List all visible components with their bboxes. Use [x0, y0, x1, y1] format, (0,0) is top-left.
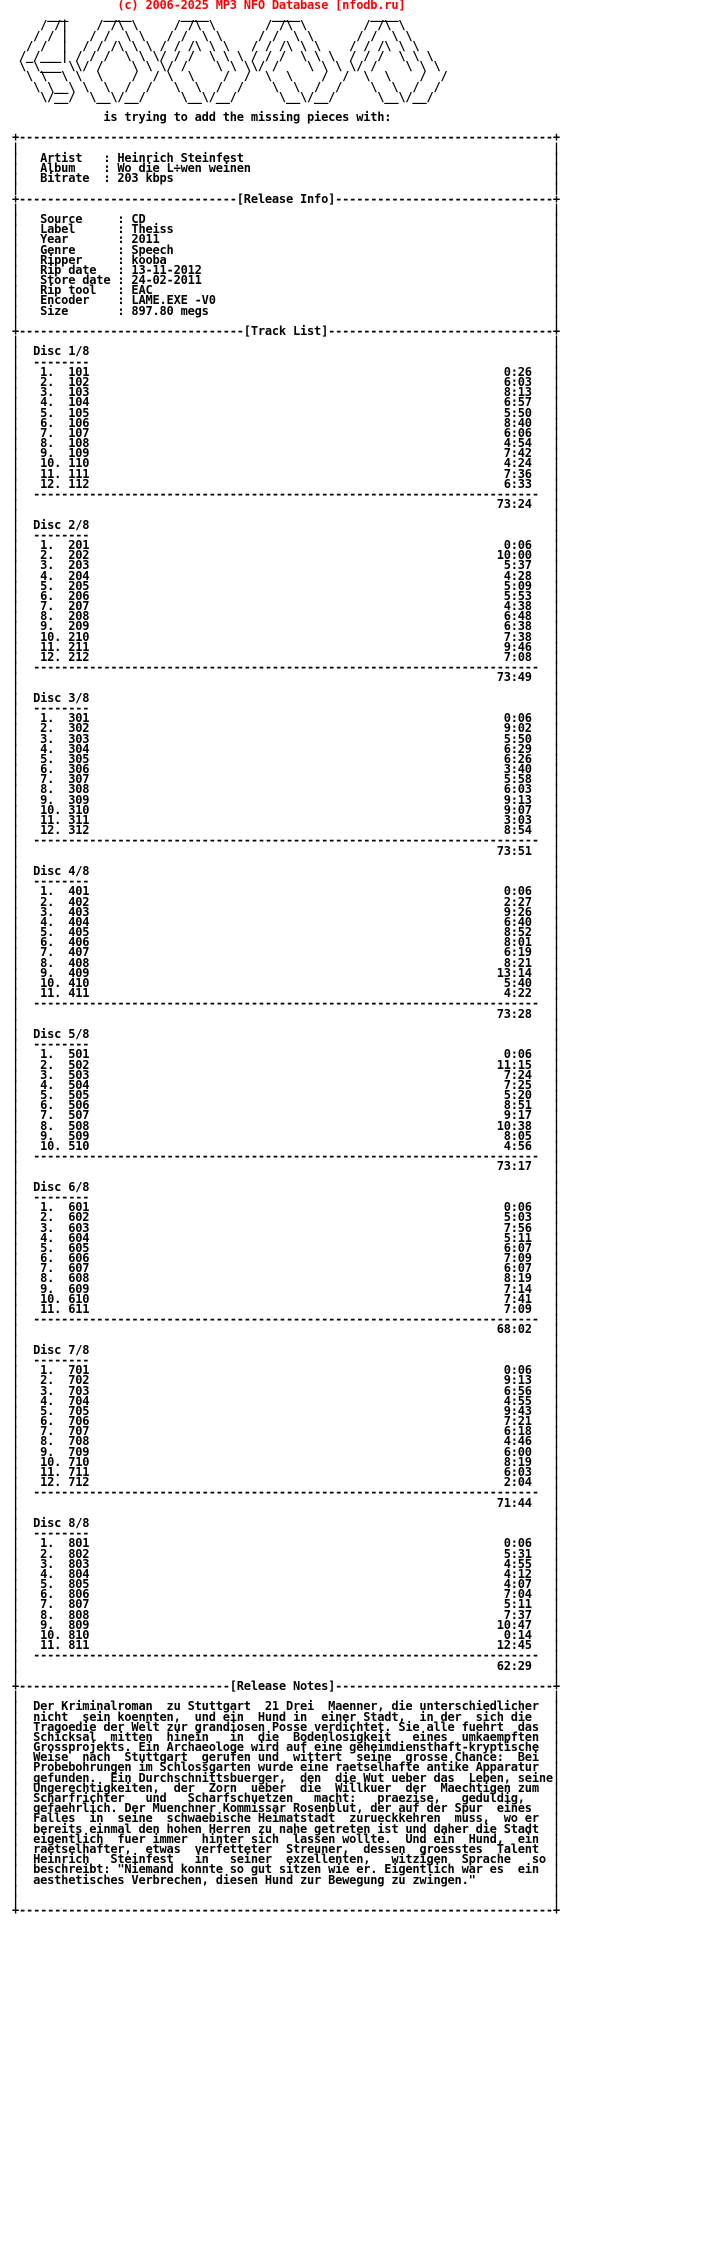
disc-total: | 71:44 |: [12, 1495, 560, 1510]
track-row: | 3. 703 6:56 |: [12, 1383, 560, 1398]
release-info-row: | Rip date : 13-11-2012 |: [12, 262, 560, 277]
logo-art-line: ___ ____ ____ ____ ____: [12, 8, 399, 23]
track-row: | 4. 804 4:12 |: [12, 1566, 560, 1581]
track-row: | 9. 209 6:38 |: [12, 619, 560, 634]
disc-total: | 73:49 |: [12, 670, 560, 685]
disc-total: | 68:02 |: [12, 1322, 560, 1337]
disc-title: | Disc 8/8 |: [12, 1515, 560, 1530]
blank-line: | |: [12, 1689, 560, 1704]
blank-line: | |: [12, 201, 560, 216]
track-row: | 8. 208 6:48 |: [12, 609, 560, 624]
release-notes-line: | Weise nach Stuttgart gerufen und wittert seine grosse Chance: Bei |: [12, 1750, 560, 1765]
box-bottom-border: +----------------------------------------------------------------------------+: [12, 1903, 560, 1918]
credit-line: (c) 2006-2025 MP3 NFO Database [nfodb.ru]: [12, 0, 406, 12]
blank-line: | |: [12, 140, 560, 155]
release-notes-line: | Tragoedie der Welt zur grandiosen Posse verdichtet. Sie alle fuehrt das |: [12, 1719, 560, 1734]
logo-art-line: / / | / / \ \ / / \ \ / / \ \ / / \ \: [12, 28, 413, 43]
track-row: | 2. 602 5:03 |: [12, 1210, 560, 1225]
blank-line: | |: [12, 181, 560, 196]
blank-line: | |: [12, 1892, 560, 1907]
release-notes-line: | Der Kriminalroman zu Stuttgart 21 Drei Maenner, die unterschiedlicher |: [12, 1699, 560, 1714]
track-row: | 9. 509 8:05 |: [12, 1128, 560, 1143]
track-list-header: +--------------------------------[Track List]--------------------------------+: [12, 324, 560, 338]
track-row: | 10. 610 7:41 |: [12, 1291, 560, 1306]
track-row: | 5. 305 6:26 |: [12, 751, 560, 766]
track-row: | 9. 609 7:14 |: [12, 1281, 560, 1296]
track-row: | 2. 502 11:15 |: [12, 1057, 560, 1072]
track-row: | 9. 709 6:00 |: [12, 1444, 560, 1459]
track-row: | 9. 309 9:13 |: [12, 792, 560, 807]
disc-total: | 73:17 |: [12, 1159, 560, 1174]
track-row: | 7. 207 4:38 |: [12, 599, 560, 614]
blank-line: | |: [12, 853, 560, 868]
blank-line: | |: [12, 1505, 560, 1520]
track-row: | 7. 807 5:11 |: [12, 1597, 560, 1612]
track-row: | 2. 202 10:00 |: [12, 548, 560, 563]
disc-divider: | ------------------------------------------------------------------------ |: [12, 1312, 560, 1327]
track-row: | 4. 404 6:40 |: [12, 914, 560, 929]
track-row: | 6. 606 7:09 |: [12, 1251, 560, 1266]
blank-line: | |: [12, 1169, 560, 1184]
disc-underline: | -------- |: [12, 1352, 560, 1367]
disc-underline: | -------- |: [12, 874, 560, 889]
album-line: | Album : Wo die L÷wen weinen |: [12, 161, 560, 175]
disc-title: | Disc 1/8 |: [12, 344, 560, 359]
release-notes-line: | eigentlich fuer immer hinter sich lassen wollte. Und ein Hund, ein |: [12, 1831, 560, 1846]
track-row: | 6. 306 3:40 |: [12, 762, 560, 777]
disc-title: | Disc 7/8 |: [12, 1342, 560, 1357]
track-row: | 1. 301 0:06 |: [12, 711, 560, 726]
release-notes-line: | bereits einmal den hohen Herren zu nahe getreten ist und daher die Stadt |: [12, 1821, 560, 1836]
release-notes-line: | beschreibt: "Niemand konnte so gut sitzen wie er. Eigentlich war es ein |: [12, 1862, 560, 1877]
disc-underline: | -------- |: [12, 354, 560, 369]
track-row: | 5. 805 4:07 |: [12, 1577, 560, 1592]
disc-total: | 73:28 |: [12, 1006, 560, 1021]
release-notes-line: | gefunden. Ein Durchschnittsbuerger, den die Wut ueber das Leben, seine|: [12, 1770, 560, 1785]
track-row: | 11. 411 4:22 |: [12, 986, 560, 1001]
disc-divider: | ------------------------------------------------------------------------ |: [12, 487, 560, 501]
track-row: | 12. 712 2:04 |: [12, 1475, 560, 1490]
track-row: | 6. 406 8:01 |: [12, 935, 560, 950]
disc-divider: | ------------------------------------------------------------------------ |: [12, 1648, 560, 1663]
blank-line: | |: [12, 1332, 560, 1347]
release-notes-line: | Probebohrungen im Schlossgarten wurde eine raetselhafte antike Apparatur |: [12, 1760, 560, 1775]
track-row: | 2. 402 2:27 |: [12, 894, 560, 909]
track-row: | 11. 111 7:36 |: [12, 466, 560, 481]
logo-art-line: \ \ \ \ \ / / \ \ / / \ \ / / \ \ / /: [12, 69, 448, 84]
track-row: | 3. 603 7:56 |: [12, 1220, 560, 1235]
track-row: | 4. 504 7:25 |: [12, 1077, 560, 1092]
blank-line: | |: [12, 313, 560, 328]
track-row: | 1. 101 0:26 |: [12, 364, 560, 379]
release-notes-line: | Schicksal mitten hinein in die Bodenlosigkeit eines umkaempften |: [12, 1729, 560, 1744]
disc-title: | Disc 5/8 |: [12, 1026, 560, 1041]
track-row: | 8. 308 6:03 |: [12, 782, 560, 797]
track-row: | 12. 312 8:54 |: [12, 823, 560, 838]
release-info-row: | Year : 2011 |: [12, 232, 560, 247]
disc-title: | Disc 6/8 |: [12, 1179, 560, 1194]
track-row: | 11. 211 9:46 |: [12, 639, 560, 654]
release-notes-line: | Heinrich Steinfest in seiner exzellenten, witzigen Sprache so |: [12, 1852, 560, 1867]
track-row: | 5. 705 9:43 |: [12, 1403, 560, 1418]
blank-line: | |: [12, 507, 560, 522]
track-row: | 8. 108 4:54 |: [12, 436, 560, 451]
disc-underline: | -------- |: [12, 1189, 560, 1204]
nfo-text: [12, 0, 560, 1918]
release-notes-line: | aesthetisches Verbrechen, diesen Hund zur Bewegung zu zwingen." |: [12, 1872, 560, 1887]
track-row: | 4. 104 6:57 |: [12, 395, 560, 410]
release-info-row: | Size : 897.80 megs |: [12, 303, 560, 318]
track-row: | 2. 302 9:02 |: [12, 721, 560, 736]
track-row: | 5. 105 5:50 |: [12, 405, 560, 420]
track-row: | 2. 802 5:31 |: [12, 1546, 560, 1561]
track-row: | 9. 409 13:14 |: [12, 965, 560, 980]
logo-art-line: /_/___| / / / \ \ \/ / / \ \ \ / / / \ \ \ / / / \ \ \: [12, 48, 434, 63]
release-notes-line: | Scharfrichter und Scharfschuetzen macht: praezise, geduldig, |: [12, 1791, 560, 1805]
release-notes-line: | Ungerechtigkeiten, der Zorn ueber die Willkuer der Maechtigen zum |: [12, 1780, 560, 1795]
logo-art-line: / /| / /\ \ / /\ \ / /\ \ / /\ \: [12, 18, 406, 33]
bitrate-line: | Bitrate : 203 kbps |: [12, 171, 560, 186]
track-row: | 7. 507 9:17 |: [12, 1108, 560, 1123]
release-info-row: | Rip tool : EAC |: [12, 283, 560, 298]
track-row: | 7. 107 6:06 |: [12, 425, 560, 440]
track-row: | 10. 210 7:38 |: [12, 629, 560, 644]
track-row: | 4. 604 5:11 |: [12, 1230, 560, 1245]
disc-divider: | ------------------------------------------------------------------------ |: [12, 660, 560, 675]
track-row: | 12. 112 6:33 |: [12, 476, 560, 491]
track-row: | 11. 711 6:03 |: [12, 1465, 560, 1479]
disc-divider: | ------------------------------------------------------------------------ |: [12, 996, 560, 1011]
track-row: | 3. 403 9:26 |: [12, 904, 560, 919]
track-row: | 6. 206 5:53 |: [12, 588, 560, 603]
release-notes-line: | Grossprojekts. Ein Archaeologe wird auf eine geheimdiensthaft-kryptische |: [12, 1740, 560, 1755]
disc-title: | Disc 3/8 |: [12, 690, 560, 705]
release-notes-header: +------------------------------[Release Notes]-------------------------------+: [12, 1678, 560, 1693]
disc-total: | 73:24 |: [12, 497, 560, 512]
release-info-row: | Source : CD |: [12, 211, 560, 226]
track-row: | 3. 503 7:24 |: [12, 1067, 560, 1082]
track-row: | 5. 405 8:52 |: [12, 925, 560, 940]
disc-divider: | ------------------------------------------------------------------------ |: [12, 833, 560, 848]
track-row: | 11. 811 12:45 |: [12, 1638, 560, 1653]
disc-divider: | ------------------------------------------------------------------------ |: [12, 1149, 560, 1164]
track-row: | 9. 809 10:47 |: [12, 1617, 560, 1632]
track-row: | 6. 806 7:04 |: [12, 1587, 560, 1602]
track-row: | 1. 201 0:06 |: [12, 537, 560, 552]
track-row: | 7. 307 5:58 |: [12, 772, 560, 787]
disc-title: | Disc 2/8 |: [12, 517, 560, 532]
blank-line: | |: [12, 1668, 560, 1683]
track-row: | 12. 212 7:08 |: [12, 650, 560, 664]
track-row: | 8. 808 7:37 |: [12, 1607, 560, 1622]
release-notes-line: | nicht sein koennten, und ein Hund in einer Stadt, in der sich die |: [12, 1709, 560, 1724]
track-row: | 8. 408 8:21 |: [12, 955, 560, 970]
blank-line: | |: [12, 680, 560, 695]
release-notes-line: | Falles in seine schwaebische Heimatstadt zurueckkehren muss, wo er |: [12, 1811, 560, 1826]
track-row: | 10. 710 8:19 |: [12, 1454, 560, 1469]
track-row: | 1. 601 0:06 |: [12, 1200, 560, 1215]
track-row: | 1. 701 0:06 |: [12, 1363, 560, 1378]
blank-line: | |: [12, 1882, 560, 1897]
track-row: | 5. 605 6:07 |: [12, 1240, 560, 1255]
release-notes-line: | raetselhafter, etwas verfetteter Streuner, dessen groesstes Talent |: [12, 1841, 560, 1856]
track-row: | 8. 708 4:46 |: [12, 1434, 560, 1449]
track-row: | 10. 410 5:40 |: [12, 976, 560, 990]
track-row: | 8. 608 8:19 |: [12, 1271, 560, 1286]
track-row: | 3. 803 4:55 |: [12, 1556, 560, 1571]
track-row: | 7. 607 6:07 |: [12, 1261, 560, 1276]
release-info-row: | Store date : 24-02-2011 |: [12, 273, 560, 288]
track-row: | 11. 611 7:09 |: [12, 1302, 560, 1316]
track-row: | 4. 204 4:28 |: [12, 568, 560, 583]
track-row: | 1. 801 0:06 |: [12, 1536, 560, 1551]
track-row: | 10. 310 9:07 |: [12, 802, 560, 817]
track-row: | 6. 506 8:51 |: [12, 1098, 560, 1113]
disc-total: | 62:29 |: [12, 1658, 560, 1673]
track-row: | 4. 304 6:29 |: [12, 741, 560, 756]
release-info-header: +-------------------------------[Release Info]-------------------------------+: [12, 191, 560, 206]
track-row: | 6. 106 8:40 |: [12, 415, 560, 430]
disc-underline: | -------- |: [12, 700, 560, 715]
track-row: | 4. 704 4:55 |: [12, 1393, 560, 1408]
track-row: | 10. 510 4:56 |: [12, 1139, 560, 1153]
track-row: | 8. 508 10:38 |: [12, 1118, 560, 1133]
disc-total: | 73:51 |: [12, 843, 560, 858]
release-notes-line: | gefaehrlich. Der Muenchner Kommissar Rosenblut, der auf der Spur eines |: [12, 1801, 560, 1816]
track-row: | 10. 810 0:14 |: [12, 1628, 560, 1642]
disc-divider: | ------------------------------------------------------------------------ |: [12, 1485, 560, 1500]
logo-art-line: \/__/ \__\/__/ \__\/__/ \__\/__/ \__\/__/: [12, 89, 434, 104]
disc-underline: | -------- |: [12, 1037, 560, 1052]
release-info-row: | Ripper : kooba |: [12, 252, 560, 267]
blank-line: | |: [12, 334, 560, 349]
track-row: | 2. 702 9:13 |: [12, 1373, 560, 1388]
track-row: | 3. 203 5:37 |: [12, 558, 560, 573]
logo-art-line: \ \___ \\/ / \ \ \/ / \ \ \\/ / \ \ \ \/ / \ \ \: [12, 59, 441, 74]
artist-line: | Artist : Heinrich Steinfest |: [12, 150, 560, 165]
track-row: | 1. 501 0:06 |: [12, 1047, 560, 1062]
track-row: | 7. 707 6:18 |: [12, 1424, 560, 1439]
release-info-row: | Genre : Speech |: [12, 242, 560, 257]
release-info-row: | Encoder : LAME.EXE -V0 |: [12, 293, 560, 308]
release-info-row: | Label : Theiss |: [12, 222, 560, 237]
track-row: | 9. 109 7:42 |: [12, 446, 560, 461]
track-row: | 7. 407 6:19 |: [12, 945, 560, 960]
disc-title: | Disc 4/8 |: [12, 863, 560, 878]
track-row: | 3. 303 5:50 |: [12, 731, 560, 746]
track-row: | 2. 102 6:03 |: [12, 374, 560, 389]
disc-underline: | -------- |: [12, 527, 560, 542]
track-row: | 5. 205 5:09 |: [12, 578, 560, 593]
track-row: | 11. 311 3:03 |: [12, 813, 560, 827]
track-row: | 6. 706 7:21 |: [12, 1414, 560, 1429]
disc-underline: | -------- |: [12, 1526, 560, 1541]
track-row: | 10. 110 4:24 |: [12, 456, 560, 471]
track-row: | 3. 103 8:13 |: [12, 385, 560, 400]
blank-line: | |: [12, 1016, 560, 1031]
track-row: | 5. 505 5:20 |: [12, 1088, 560, 1103]
logo-art-line: \ \__\ \ \ / / \ \ / / \ \ / / \ \ / /: [12, 79, 441, 94]
box-top-border: +----------------------------------------------------------------------------+: [12, 130, 560, 145]
tagline: is trying to add the missing pieces with:: [12, 110, 392, 125]
track-row: | 1. 401 0:06 |: [12, 884, 560, 899]
logo-art-line: / / | / / /\ \ \ / / /\ \ \ / / /\ \ \ / / /\ \ \: [12, 38, 420, 53]
